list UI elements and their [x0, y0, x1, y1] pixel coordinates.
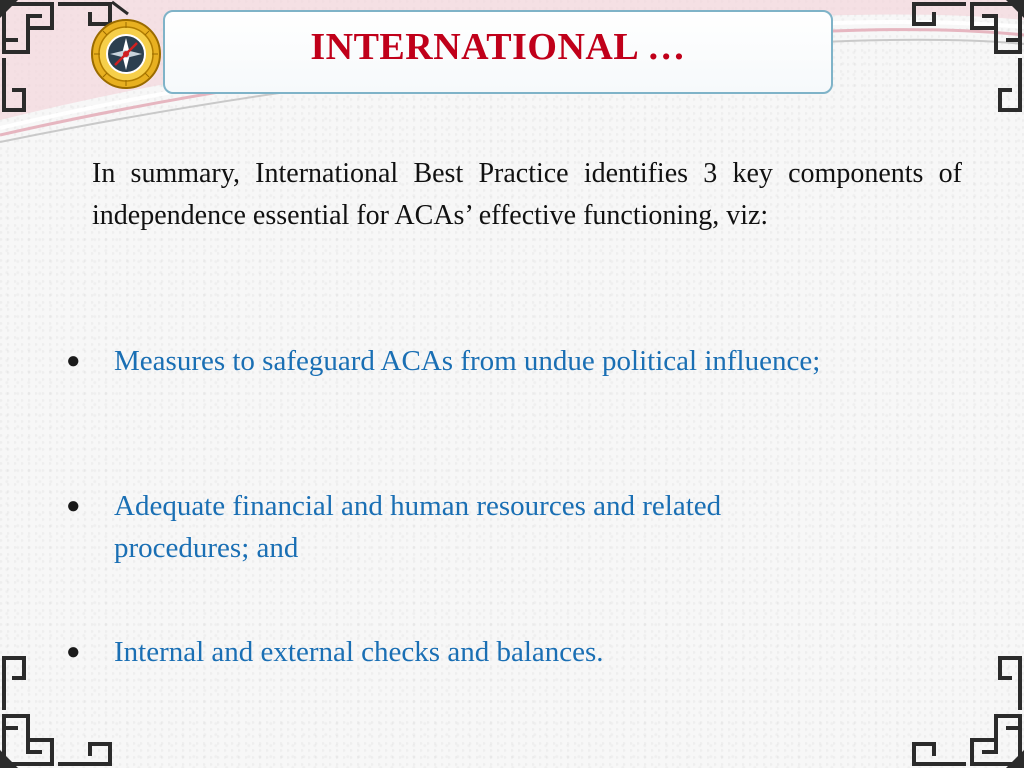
list-item: [60, 340, 860, 382]
page-title: INTERNATIONAL …: [310, 26, 686, 68]
fret-corner-ornament-icon: [894, 0, 1024, 130]
title-box: [163, 10, 833, 94]
list-item-text: Adequate financial and human resources and related procedures; and: [114, 490, 722, 564]
list-item: [60, 631, 860, 673]
list-item: [60, 485, 860, 569]
bullet-icon: ●: [66, 348, 81, 374]
bullet-icon: ●: [66, 639, 81, 665]
list-item-text: Measures to safeguard ACAs from undue political influence;: [114, 345, 821, 377]
bullet-icon: ●: [66, 493, 81, 519]
fret-corner-ornament-icon: [894, 638, 1024, 768]
list-item-text: Internal and external checks and balances.: [114, 636, 604, 668]
compass-emblem-icon: [90, 18, 162, 90]
summary-paragraph: In summary, International Best Practice identifies 3 key components of independence essential for ACAs’ effective functioning, viz:: [92, 158, 962, 231]
